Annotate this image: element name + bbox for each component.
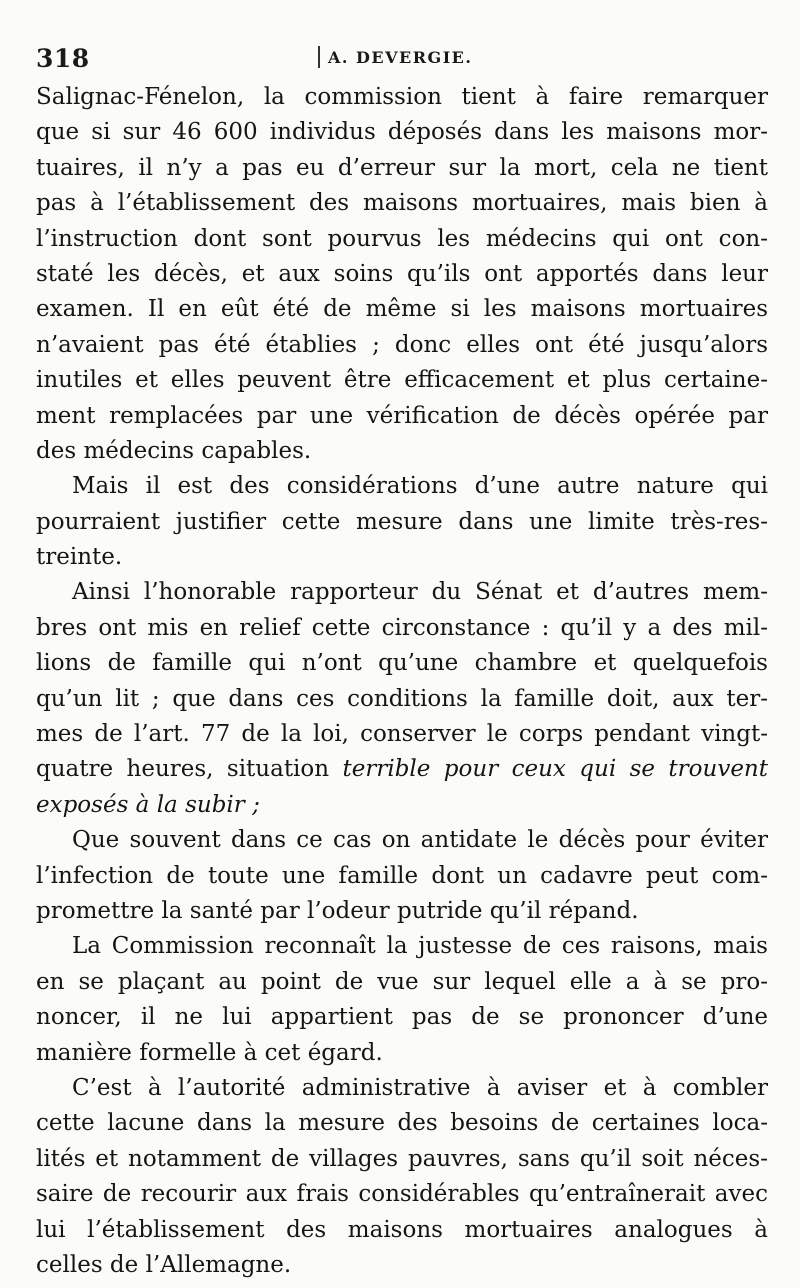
text-line: Salignac-Fénelon, la commission tient à faire remarquer: [36, 84, 768, 110]
text-line: mes de l’art. 77 de la loi, conserver le corps pendant vingt-: [36, 721, 768, 748]
paragraph-2: [36, 469, 768, 575]
text-line: pourraient justifier cette mesure dans une limite très-res-: [36, 508, 768, 535]
text-line: C’est à l’autorité administrative à aviser et à combler: [72, 1074, 768, 1101]
paragraph-1: [36, 80, 768, 469]
text-italic: terrible pour ceux qui se trouvent: [342, 756, 768, 783]
text-line: qu’un lit ; que dans ces conditions la famille doit, aux ter-: [36, 685, 768, 712]
text-line: Mais il est des considérations d’une autre nature qui: [72, 473, 768, 500]
paragraph-4: [36, 823, 768, 929]
text-line: Que souvent dans ce cas on antidate le décès pour éviter: [72, 827, 768, 854]
text-line-italic: exposés à la subir ;: [36, 791, 260, 818]
text-line: treinte.: [36, 544, 123, 571]
text-line: que si sur 46 600 individus déposés dans les maisons mor-: [36, 119, 768, 146]
text-line: tuaires, il n’y a pas eu d’erreur sur la mort, cela ne tient: [36, 154, 768, 181]
text-line: staté les décès, et aux soins qu’ils ont apportés dans leur: [36, 260, 768, 287]
page-number: 318: [36, 44, 90, 73]
text-line: saire de recourir aux frais considérables qu’entraînerait avec: [36, 1181, 768, 1208]
text-line: Ainsi l’honorable rapporteur du Sénat et d’autres mem-: [72, 579, 768, 606]
paragraph-6: [36, 1071, 768, 1283]
text-line: examen. Il en eût été de même si les maisons mortuaires: [36, 296, 768, 323]
paragraph-3: [36, 575, 768, 823]
text-line: lui l’établissement des maisons mortuaires analogues à: [36, 1216, 768, 1243]
text-line: noncer, il ne lui appartient pas de se prononcer d’une: [36, 1004, 768, 1031]
text-line: lions de famille qui n’ont qu’une chambre et quelquefois: [36, 650, 768, 677]
text-line: inutiles et elles peuvent être efficacement et plus certaine-: [36, 367, 768, 394]
text-line: celles de l’Allemagne.: [36, 1251, 292, 1278]
text-line: l’infection de toute une famille dont un cadavre peut com-: [36, 862, 768, 889]
text-line: ment remplacées par une vérification de décès opérée par: [36, 402, 768, 429]
text-line-mixed: [36, 752, 768, 787]
text-line: des médecins capables.: [36, 437, 312, 464]
text-line: cette lacune dans la mesure des besoins de certaines loca-: [36, 1110, 768, 1137]
text-line: pas à l’établissement des maisons mortuaires, mais bien à: [36, 190, 768, 217]
text-line: La Commission reconnaît la justesse de ces raisons, mais: [72, 933, 768, 960]
header-separator: [318, 46, 320, 68]
page-header: [36, 44, 766, 74]
text-line: lités et notamment de villages pauvres, sans qu’il soit néces-: [36, 1145, 768, 1172]
text-line: l’instruction dont sont pourvus les médecins qui ont con-: [36, 225, 768, 252]
running-head: A. DEVERGIE.: [328, 48, 473, 67]
text-line: n’avaient pas été établies ; donc elles ont été jusqu’alors: [36, 331, 768, 358]
text-line: en se plaçant au point de vue sur lequel elle a à se pro-: [36, 968, 768, 995]
text-line: manière formelle à cet égard.: [36, 1039, 383, 1066]
text-roman: quatre heures, situation: [36, 756, 330, 783]
text-line: bres ont mis en relief cette circonstance : qu’il y a des mil-: [36, 614, 768, 641]
page-body: [36, 80, 768, 1283]
text-line: promettre la santé par l’odeur putride qu’il répand.: [36, 897, 639, 924]
paragraph-5: [36, 929, 768, 1071]
